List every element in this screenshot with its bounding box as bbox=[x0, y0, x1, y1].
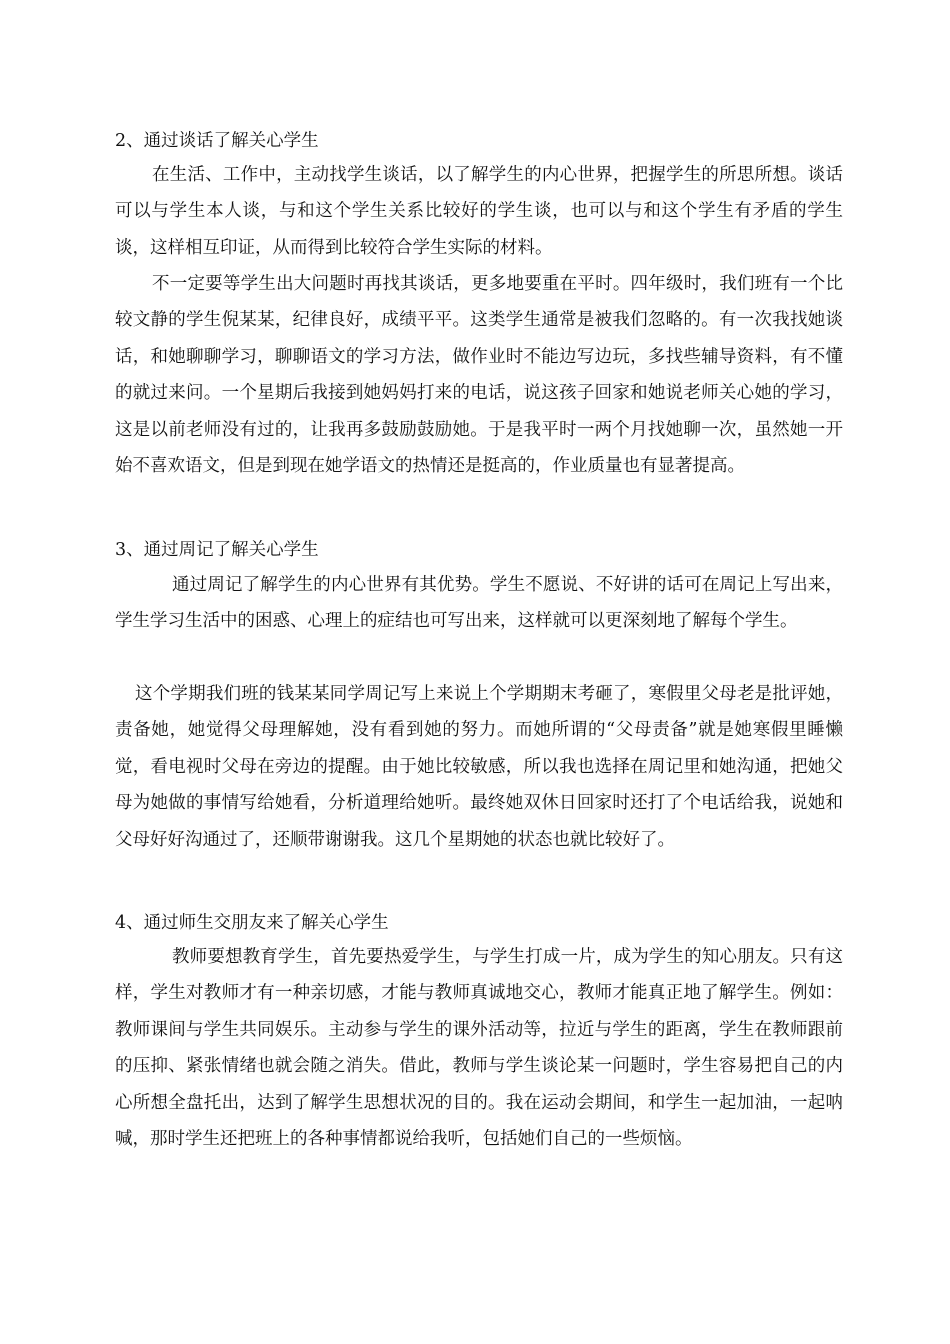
section-2-paragraph-1: 在生活、工作中，主动找学生谈话，以了解学生的内心世界，把握学生的所思所想。谈话可以与学生本人谈，与和这个学生关系比较好的学生谈，也可以与和这个学生有矛盾的学生谈，这样相互印证，从而得到比较符合学生实际的材料。 bbox=[115, 165, 843, 258]
section-2-heading: 2、通过谈话了解关心学生 bbox=[115, 131, 319, 151]
section-2-paragraph-2: 不一定要等学生出大问题时再找其谈话，更多地要重在平时。四年级时，我们班有一个比较文静的学生倪某某，纪律良好，成绩平平。这类学生通常是被我们忽略的。有一次我找她谈话，和她聊聊学习，聊聊语文的学习方法，做作业时不能边写边玩，多找些辅导资料，有不懂的就过来问。一个星期后我接到她妈妈打来的电话，说这孩子回家和她说老师关心她的学习，这是以前老师没有过的，让我再多鼓励鼓励她。于是我平时一两个月找她聊一次，虽然她一开始不喜欢语文，但是到现在她学语文的热情还是挺高的，作业质量也有显著提高。 bbox=[115, 274, 843, 477]
section-3-heading: 3、通过周记了解关心学生 bbox=[115, 540, 319, 560]
section-4-paragraph-1: 教师要想教育学生，首先要热爱学生，与学生打成一片，成为学生的知心朋友。只有这样，学生对教师才有一种亲切感，才能与教师真诚地交心，教师才能真正地了解学生。例如：教师课间与学生共同娱乐。主动参与学生的课外活动等，拉近与学生的距离，学生在教师跟前的压抑、紧张情绪也就会随之消失。借此，教师与学生谈论某一问题时，学生容易把自己的内心所想全盘托出，达到了解学生思想状况的目的。我在运动会期间，和学生一起加油，一起呐喊，那时学生还把班上的各种事情都说给我听，包括她们自己的一些烦恼。 bbox=[115, 947, 843, 1150]
section-3-paragraph-2: 这个学期我们班的钱某某同学周记写上来说上个学期期末考砸了，寒假里父母老是批评她，责备她，她觉得父母理解她，没有看到她的努力。而她所谓的“父母责备”就是她寒假里睡懒觉，看电视时父母在旁边的提醒。由于她比较敏感，所以我也选择在周记里和她沟通，把她父母为她做的事情写给她看，分析道理给她听。最终她双休日回家时还打了个电话给我，说她和父母好好沟通过了，还顺带谢谢我。这几个星期她的状态也就比较好了。 bbox=[115, 684, 843, 850]
section-3-paragraph-1: 通过周记了解学生的内心世界有其优势。学生不愿说、不好讲的话可在周记上写出来，学生学习生活中的困惑、心理上的症结也可写出来，这样就可以更深刻地了解每个学生。 bbox=[115, 575, 843, 632]
section-4-heading: 4、通过师生交朋友来了解关心学生 bbox=[115, 913, 389, 933]
